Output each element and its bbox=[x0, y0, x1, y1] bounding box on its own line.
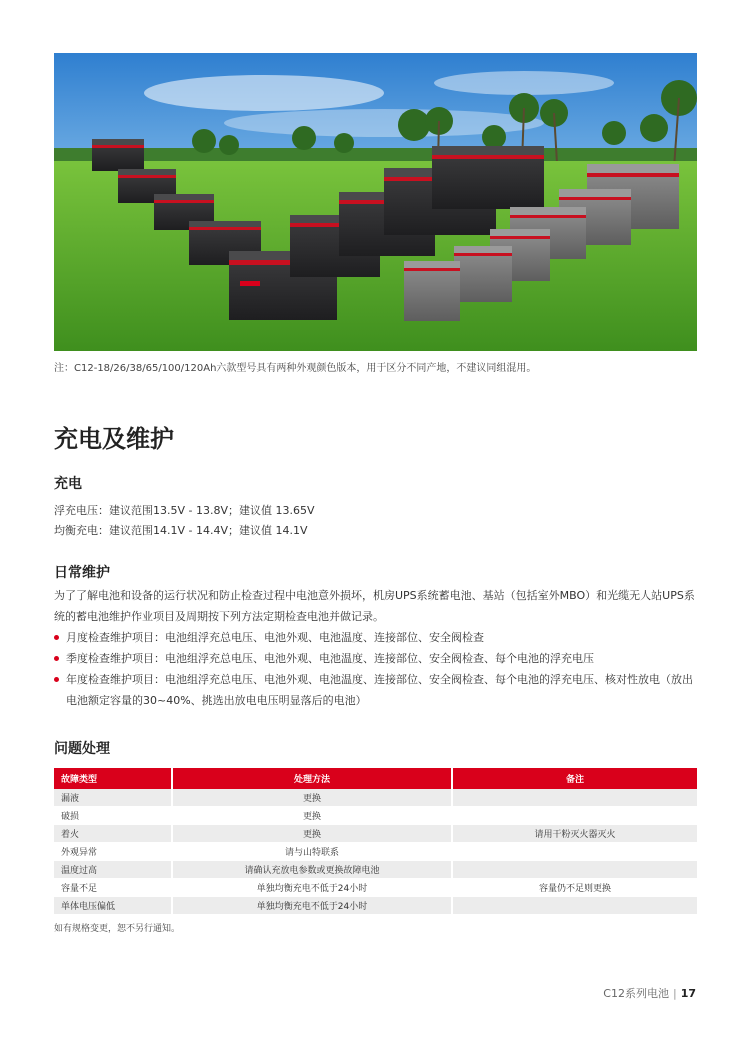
table-row bbox=[54, 861, 697, 879]
bullet-dot-icon bbox=[54, 656, 59, 661]
equalize-charge-voltage: 均衡充电：建议范围14.1V - 14.4V；建议值 14.1V bbox=[54, 524, 308, 537]
maintenance-item-monthly: 月度检查维护项目：电池组浮充总电压、电池外观、电池温度、连接部位、安全阀检查 bbox=[66, 631, 484, 644]
list-item bbox=[54, 648, 699, 669]
charging-heading: 充电 bbox=[54, 476, 82, 492]
troubleshooting-heading: 问题处理 bbox=[54, 741, 110, 757]
column-header-remark: 备注 bbox=[452, 768, 697, 789]
method-cell: 更换 bbox=[172, 825, 452, 843]
fault-type-cell: 破损 bbox=[54, 807, 172, 825]
section-title: 充电及维护 bbox=[54, 425, 174, 453]
maintenance-list bbox=[54, 627, 699, 711]
bullet-dot-icon bbox=[54, 635, 59, 640]
remark-cell bbox=[452, 789, 697, 807]
table-row bbox=[54, 825, 697, 843]
method-cell: 单独均衡充电不低于24小时 bbox=[172, 879, 452, 897]
method-cell: 更换 bbox=[172, 789, 452, 807]
series-name: C12系列电池 bbox=[603, 987, 669, 1000]
fault-type-cell: 温度过高 bbox=[54, 861, 172, 879]
table-row bbox=[54, 807, 697, 825]
remark-cell bbox=[452, 843, 697, 861]
column-header-fault-type: 故障类型 bbox=[54, 768, 172, 789]
hero-image bbox=[54, 53, 697, 351]
page-footer bbox=[603, 985, 696, 1001]
remark-cell: 请用干粉灭火器灭火 bbox=[452, 825, 697, 843]
list-item bbox=[54, 627, 699, 648]
maintenance-intro: 为了了解电池和设备的运行状况和防止检查过程中电池意外损坏，机房UPS系统蓄电池、基站（包括室外MBO）和光缆无人站UPS系统的蓄电池维护作业项目及周期按下列方法定期检查电池并做记录。 bbox=[54, 589, 695, 623]
maintenance-item-yearly: 年度检查维护项目：电池组浮充总电压、电池外观、电池温度、连接部位、安全阀检查、每个电池的浮充电压、核对性放电（放出电池额定容量的30~40%、挑选出放电电压明显落后的电池） bbox=[66, 673, 693, 707]
maintenance-heading: 日常维护 bbox=[54, 565, 110, 581]
footer-separator: | bbox=[672, 987, 677, 1000]
table-row bbox=[54, 789, 697, 807]
table-header-row bbox=[54, 768, 697, 789]
list-item bbox=[54, 669, 699, 711]
method-cell: 单独均衡充电不低于24小时 bbox=[172, 897, 452, 915]
method-cell: 请确认充放电参数或更换故障电池 bbox=[172, 861, 452, 879]
spec-change-footnote: 如有规格变更，恕不另行通知。 bbox=[54, 924, 181, 934]
table-row bbox=[54, 843, 697, 861]
bullet-dot-icon bbox=[54, 677, 59, 682]
method-cell: 更换 bbox=[172, 807, 452, 825]
fault-type-cell: 着火 bbox=[54, 825, 172, 843]
fault-type-cell: 漏液 bbox=[54, 789, 172, 807]
table-row bbox=[54, 897, 697, 915]
maintenance-item-quarterly: 季度检查维护项目：电池组浮充总电压、电池外观、电池温度、连接部位、安全阀检查、每个电池的浮充电压 bbox=[66, 652, 594, 665]
remark-cell bbox=[452, 861, 697, 879]
method-cell: 请与山特联系 bbox=[172, 843, 452, 861]
hero-note: 注：C12-18/26/38/65/100/120Ah六款型号具有两种外观颜色版本，用于区分不同产地，不建议同组混用。 bbox=[54, 363, 537, 374]
troubleshooting-table bbox=[54, 768, 697, 915]
fault-type-cell: 外观异常 bbox=[54, 843, 172, 861]
column-header-method: 处理方法 bbox=[172, 768, 452, 789]
remark-cell bbox=[452, 807, 697, 825]
table-row bbox=[54, 879, 697, 897]
battery-lineup-photo bbox=[54, 53, 697, 351]
remark-cell: 容量仍不足则更换 bbox=[452, 879, 697, 897]
float-charge-voltage: 浮充电压：建议范围13.5V - 13.8V；建议值 13.65V bbox=[54, 504, 315, 517]
fault-type-cell: 容量不足 bbox=[54, 879, 172, 897]
fault-type-cell: 单体电压偏低 bbox=[54, 897, 172, 915]
page-number: 17 bbox=[680, 987, 696, 1000]
remark-cell bbox=[452, 897, 697, 915]
